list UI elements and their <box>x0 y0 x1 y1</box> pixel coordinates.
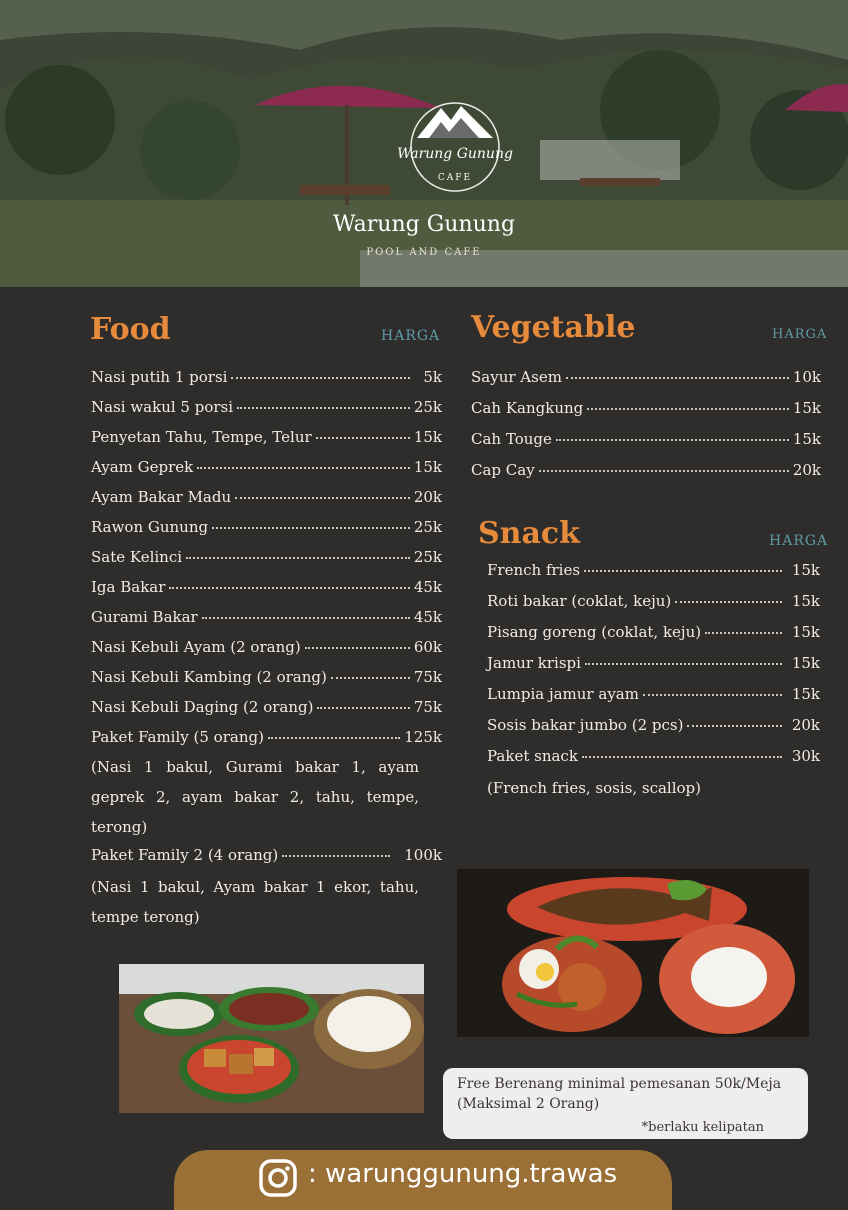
menu-item-label: Cah Touge <box>471 430 552 448</box>
menu-item-price: 20k <box>792 461 821 479</box>
menu-item <box>487 716 820 734</box>
menu-item <box>91 398 442 416</box>
svg-text:CAFE: CAFE <box>437 173 473 183</box>
menu-item-price: 15k <box>413 428 442 446</box>
menu-item <box>91 518 442 536</box>
menu-item-price: 45k <box>413 608 442 626</box>
menu-item <box>487 685 820 703</box>
leader-dots <box>235 497 410 499</box>
menu-item-price: 100k <box>404 846 442 864</box>
leader-dots <box>687 725 782 727</box>
grilled-fish-photo <box>457 869 809 1037</box>
menu-item-price: 15k <box>791 685 820 703</box>
menu-item-label: Cah Kangkung <box>471 399 584 417</box>
menu-item-label: Nasi putih 1 porsi <box>91 368 228 386</box>
warung-gunung-logo <box>395 100 515 195</box>
brand-name: Warung Gunung <box>332 212 516 237</box>
menu-item <box>91 368 442 386</box>
menu-item <box>91 728 442 746</box>
menu-item-price: 20k <box>791 716 820 734</box>
menu-item <box>471 461 821 479</box>
food-harga-header: HARGA <box>381 328 441 344</box>
svg-text:Warung Gunung: Warung Gunung <box>397 146 513 162</box>
menu-item-price: 10k <box>792 368 821 386</box>
menu-item-price: 45k <box>413 578 442 596</box>
menu-item-label: Pisang goreng (coklat, keju) <box>487 623 702 641</box>
leader-dots <box>305 647 410 649</box>
footer-bar <box>174 1150 672 1210</box>
leader-dots <box>584 570 782 572</box>
snack-harga-header: HARGA <box>769 533 829 549</box>
snack-title: Snack <box>478 516 580 551</box>
leader-dots <box>705 632 782 634</box>
menu-item <box>91 458 442 476</box>
vegetable-harga-header: HARGA <box>772 327 828 342</box>
leader-dots <box>202 617 410 619</box>
leader-dots <box>587 408 789 410</box>
vegetable-title: Vegetable <box>471 310 636 345</box>
menu-item-label: Nasi Kebuli Daging (2 orang) <box>91 698 314 716</box>
menu-item-label: Nasi wakul 5 porsi <box>91 398 234 416</box>
leader-dots <box>556 439 789 441</box>
snack-package-note: (French fries, sosis, scallop) <box>487 779 702 797</box>
menu-item-label: Paket Family 2 (4 orang) <box>91 846 279 864</box>
leader-dots <box>282 855 390 857</box>
menu-item <box>91 578 442 596</box>
menu-item-price: 125k <box>404 728 442 746</box>
menu-item <box>487 654 820 672</box>
menu-item-label: Roti bakar (coklat, keju) <box>487 592 672 610</box>
menu-item-label: Sayur Asem <box>471 368 562 386</box>
menu-item-price: 15k <box>791 654 820 672</box>
menu-item-price: 25k <box>413 398 442 416</box>
leader-dots <box>585 663 782 665</box>
menu-item-price: 25k <box>413 518 442 536</box>
menu-item-label: Sate Kelinci <box>91 548 183 566</box>
menu-item <box>471 430 821 448</box>
menu-item <box>91 548 442 566</box>
menu-item-price: 15k <box>792 430 821 448</box>
menu-item-price: 15k <box>791 561 820 579</box>
leader-dots <box>675 601 782 603</box>
menu-item <box>91 488 442 506</box>
family2-note: (Nasi 1 bakul, Ayam bakar 1 ekor, tahu, tempe terong) <box>91 878 419 926</box>
promo-text: Free Berenang minimal pemesanan 50k/Meja (Maksimal 2 Orang) <box>457 1076 782 1112</box>
menu-item-label: Paket snack <box>487 747 578 765</box>
leader-dots <box>582 756 782 758</box>
menu-item-price: 15k <box>413 458 442 476</box>
menu-item-price: 20k <box>413 488 442 506</box>
free-swim-promo <box>443 1068 808 1139</box>
menu-item-label: Lumpia jamur ayam <box>487 685 639 703</box>
menu-item-price: 15k <box>792 399 821 417</box>
menu-item <box>91 668 442 686</box>
menu-item <box>487 592 820 610</box>
menu-item-price: 25k <box>413 548 442 566</box>
menu-item-label: Nasi Kebuli Kambing (2 orang) <box>91 668 327 686</box>
menu-item-label: Rawon Gunung <box>91 518 209 536</box>
menu-item-price: 5k <box>423 368 442 386</box>
menu-item-price: 15k <box>791 592 820 610</box>
leader-dots <box>643 694 782 696</box>
menu-item-label: Penyetan Tahu, Tempe, Telur <box>91 428 312 446</box>
menu-item <box>487 561 820 579</box>
leader-dots <box>169 587 409 589</box>
menu-item <box>91 698 442 716</box>
food-platter-photo <box>119 964 424 1113</box>
instagram-handle[interactable]: : warunggunung.trawas <box>308 1159 618 1189</box>
menu-item-price: 75k <box>413 668 442 686</box>
leader-dots <box>268 737 400 739</box>
menu-item-price: 60k <box>413 638 442 656</box>
leader-dots <box>237 407 410 409</box>
menu-item-family2 <box>91 846 442 864</box>
menu-item-label: French fries <box>487 561 581 579</box>
menu-item <box>471 399 821 417</box>
menu-item-price: 75k <box>413 698 442 716</box>
menu-item-label: Sosis bakar jumbo (2 pcs) <box>487 716 684 734</box>
leader-dots <box>317 707 409 709</box>
brand-subtitle: POOL AND CAFE <box>366 247 482 258</box>
menu-item-label: Ayam Geprek <box>91 458 194 476</box>
menu-item-price: 15k <box>791 623 820 641</box>
menu-item <box>487 747 820 765</box>
hero-banner <box>0 0 848 287</box>
promo-footnote: *berlaku kelipatan <box>641 1120 764 1135</box>
menu-item-label: Iga Bakar <box>91 578 166 596</box>
leader-dots <box>231 377 410 379</box>
leader-dots <box>331 677 410 679</box>
family-note: (Nasi 1 bakul, Gurami bakar 1, ayam geprek 2, ayam bakar 2, tahu, tempe, terong) <box>91 758 419 836</box>
menu-item-price: 30k <box>791 747 820 765</box>
food-title: Food <box>90 312 171 347</box>
leader-dots <box>539 470 789 472</box>
leader-dots <box>566 377 789 379</box>
leader-dots <box>186 557 410 559</box>
menu-item-label: Cap Cay <box>471 461 535 479</box>
leader-dots <box>212 527 410 529</box>
instagram-icon[interactable] <box>258 1158 298 1198</box>
menu-item <box>487 623 820 641</box>
menu-item <box>91 608 442 626</box>
menu-item <box>91 638 442 656</box>
menu-item-label: Paket Family (5 orang) <box>91 728 264 746</box>
menu-item-label: Gurami Bakar <box>91 608 198 626</box>
leader-dots <box>316 437 410 439</box>
leader-dots <box>197 467 410 469</box>
menu-item <box>471 368 821 386</box>
menu-item-label: Nasi Kebuli Ayam (2 orang) <box>91 638 301 656</box>
menu-item-label: Ayam Bakar Madu <box>91 488 232 506</box>
menu-item <box>91 428 442 446</box>
menu-item-label: Jamur krispi <box>487 654 581 672</box>
